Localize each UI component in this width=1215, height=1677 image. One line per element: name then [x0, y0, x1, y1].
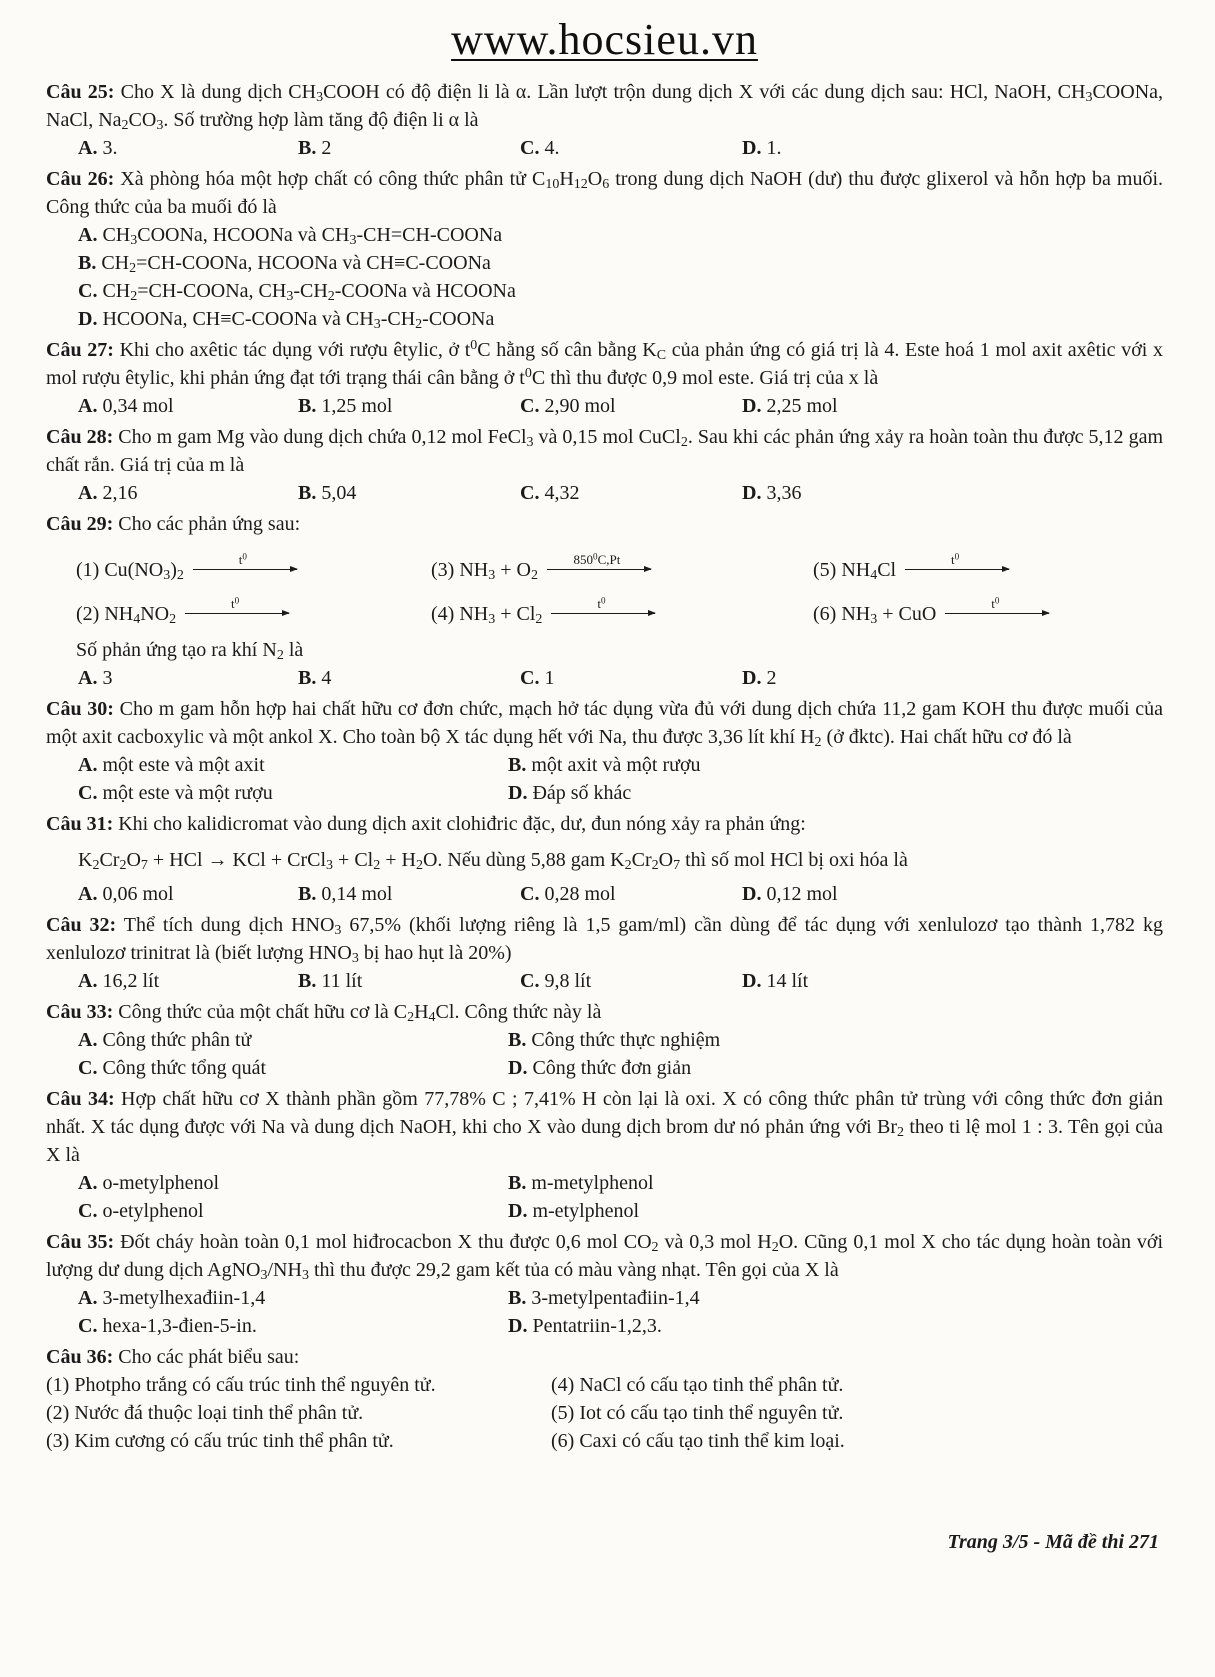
- option-letter: B.: [508, 1287, 527, 1309]
- reaction-arrow-icon: [547, 551, 651, 576]
- option-text: HCOONa, CH≡C-COONa và $CH_3-CH_2$-COONa: [102, 308, 495, 333]
- option-text: 0,28 mol: [544, 883, 616, 905]
- question-text: Khi cho axêtic tác dụng với rượu êtylic, ở $t^0C$ hằng số cân bằng $K_C$ của phản ứng có giá trị là 4. Este hoá 1 mol axit axêtic với x mol rượu êtylic, khi phản ứng đạt tới trạng thái cân bằng ở $t^0C$ thì thu được 0,9 mol este. Giá trị của x là: [46, 338, 1164, 389]
- reaction-arrow-icon: [193, 551, 297, 576]
- option-letter: A.: [78, 1172, 98, 1194]
- option-letter: C.: [520, 137, 540, 159]
- option: [78, 221, 1163, 249]
- option-text: một este và một rượu: [102, 782, 273, 804]
- option-letter: D.: [508, 1057, 528, 1079]
- option-letter: D.: [742, 395, 762, 417]
- question-number-label: Câu 29:: [46, 513, 114, 535]
- option-text: 3-metylpentađiin-1,4: [531, 1287, 700, 1309]
- reaction-condition: $t^0$: [231, 595, 240, 611]
- option-letter: A.: [78, 1287, 98, 1309]
- option-letter: A.: [78, 883, 98, 905]
- options: [78, 392, 1163, 420]
- statement: (2) Nước đá thuộc loại tinh thể phân tử.: [46, 1402, 364, 1424]
- option-letter: D.: [742, 667, 762, 689]
- option: [520, 392, 742, 420]
- option-letter: C.: [78, 1315, 98, 1337]
- question-stem: [46, 336, 1163, 392]
- option: [298, 134, 520, 162]
- option: [78, 967, 298, 995]
- question: [46, 998, 1163, 1082]
- reaction-formula: (5) $NH_4Cl$: [813, 559, 897, 584]
- option: [78, 779, 508, 807]
- option-letter: A.: [78, 137, 98, 159]
- options: [78, 1026, 1163, 1082]
- reaction-condition: $850^0C,Pt$: [573, 551, 621, 567]
- option-text: Công thức đơn giản: [532, 1057, 692, 1079]
- options: [78, 751, 1163, 807]
- option-letter: D.: [508, 1200, 528, 1222]
- option: [508, 1054, 1163, 1082]
- option: [78, 305, 1163, 333]
- arrow-line-icon: [551, 613, 655, 615]
- option-text: 3,36: [766, 482, 802, 504]
- reaction: [813, 595, 1163, 628]
- question-stem: [46, 1228, 1163, 1284]
- question: [46, 423, 1163, 507]
- option-letter: B.: [298, 137, 317, 159]
- option-text: một este và một axit: [102, 754, 265, 776]
- reaction: [431, 551, 813, 584]
- option: [520, 880, 742, 908]
- option-letter: B.: [508, 1172, 527, 1194]
- option-letter: D.: [742, 137, 762, 159]
- option-letter: A.: [78, 1029, 98, 1051]
- option-text: $CH_2=CH$-COONa, HCOONa và CH≡C-COONa: [101, 252, 491, 277]
- option-letter: A.: [78, 754, 98, 776]
- reaction: [431, 595, 813, 628]
- question-number-label: Câu 34:: [46, 1088, 115, 1110]
- option-letter: B.: [298, 395, 317, 417]
- option: [742, 479, 1163, 507]
- page-title: www.hocsieu.vn: [451, 15, 758, 64]
- reaction-arrow-icon: [185, 595, 289, 620]
- options: [78, 664, 1163, 692]
- option: [78, 880, 298, 908]
- statements-grid: [46, 1371, 1163, 1455]
- arrow-line-icon: [905, 569, 1009, 571]
- option: [508, 751, 1163, 779]
- option: [742, 134, 1163, 162]
- option-text: m-etylphenol: [532, 1200, 640, 1222]
- option-letter: D.: [508, 782, 528, 804]
- question-stem: [46, 810, 1163, 838]
- question-stem: [46, 695, 1163, 751]
- question: [46, 810, 1163, 908]
- options: [78, 134, 1163, 162]
- statement: (5) Iot có cấu tạo tinh thể nguyên tử.: [551, 1402, 844, 1424]
- reaction: [813, 551, 1163, 584]
- question: [46, 336, 1163, 420]
- option-text: 2,90 mol: [544, 395, 616, 417]
- question-text: Xà phòng hóa một hợp chất có công thức phân tử $C_{10}H_{12}O_6$ trong dung dịch NaOH (dư) thu được glixerol và hỗn hợp ba muối. Công thức của ba muối đó là: [46, 168, 1163, 218]
- option: [742, 392, 1163, 420]
- option: [508, 1169, 1163, 1197]
- option-text: Đáp số khác: [532, 782, 632, 804]
- option-text: Pentatriin-1,2,3.: [532, 1315, 662, 1337]
- reaction: [76, 551, 431, 584]
- option: [508, 1197, 1163, 1225]
- option: [742, 880, 1163, 908]
- question-number-label: Câu 25:: [46, 81, 115, 103]
- option-text: Công thức phân tử: [102, 1029, 252, 1051]
- question-text: Hợp chất hữu cơ X thành phần gồm 77,78% C ; 7,41% H còn lại là oxi. X có công thức phân tử trùng với công thức đơn giản nhất. X tác dụng được với Na và dung dịch NaOH, khi cho X vào dung dịch brom dư nó phản ứng với $Br_2$ theo ti lệ mol 1 : 3. Tên gọi của X là: [46, 1088, 1163, 1166]
- option-letter: B.: [298, 482, 317, 504]
- option-text: 0,34 mol: [102, 395, 174, 417]
- option: [78, 479, 298, 507]
- option-text: m-metylphenol: [531, 1172, 654, 1194]
- option-letter: B.: [298, 970, 317, 992]
- option-text: 9,8 lít: [544, 970, 592, 992]
- question-number-label: Câu 28:: [46, 426, 114, 448]
- option-text: 11 lít: [321, 970, 363, 992]
- question-stem: [46, 78, 1163, 134]
- option-text: một axit và một rượu: [531, 754, 701, 776]
- option-letter: A.: [78, 482, 98, 504]
- option-text: 3-metylhexađiin-1,4: [102, 1287, 266, 1309]
- question-number-label: Câu 33:: [46, 1001, 114, 1023]
- question-number-label: Câu 32:: [46, 914, 117, 936]
- option: [78, 1197, 508, 1225]
- option-letter: B.: [78, 252, 97, 274]
- question-number-label: Câu 30:: [46, 698, 114, 720]
- question-subtext: Số phản ứng tạo ra khí $N_2$ là: [76, 639, 304, 664]
- option-letter: A.: [78, 395, 98, 417]
- option: [78, 1169, 508, 1197]
- options: [78, 967, 1163, 995]
- question: [46, 1228, 1163, 1340]
- option-text: 4.: [544, 137, 560, 159]
- question: [46, 695, 1163, 807]
- option: [520, 664, 742, 692]
- question: [46, 911, 1163, 995]
- options: [78, 479, 1163, 507]
- question-stem: [46, 1343, 1163, 1371]
- option-letter: A.: [78, 970, 98, 992]
- option-text: 5,04: [321, 482, 357, 504]
- option-text: o-metylphenol: [102, 1172, 220, 1194]
- option: [508, 1312, 1163, 1340]
- option-text: o-etylphenol: [102, 1200, 204, 1222]
- option-text: Công thức thực nghiệm: [531, 1029, 721, 1051]
- question: [46, 165, 1163, 333]
- option: [78, 392, 298, 420]
- option-text: 4: [321, 667, 332, 689]
- option-text: 2: [766, 667, 777, 689]
- reaction-arrow-icon: [551, 595, 655, 620]
- reaction-arrow-icon: [945, 595, 1049, 620]
- chemical-equation: $K_2Cr_2O_7$ + HCl → KCl + CrCl$_3$ + $Cl_2 + H_2O$. Nếu dùng 5,88 gam $K_2Cr_2O_7$ thì số mol HCl bị oxi hóa là: [78, 849, 908, 874]
- option-letter: B.: [298, 883, 317, 905]
- reaction: [76, 595, 431, 628]
- question-text: Cho m gam Mg vào dung dịch chứa 0,12 mol FeCl$_3$ và 0,15 mol CuCl$_2$. Sau khi các phản ứng xảy ra hoàn toàn thu được 5,12 gam chất rắn. Giá trị của m là: [46, 426, 1163, 476]
- reaction-condition: $t^0$: [597, 595, 606, 611]
- question-stem: [46, 911, 1163, 967]
- question-list: [46, 78, 1163, 1455]
- reaction-condition: $t^0$: [951, 551, 960, 567]
- reaction-formula: (1) $Cu(NO_3)_2$: [76, 559, 184, 584]
- option-text: 1: [544, 667, 555, 689]
- option-letter: A.: [78, 224, 98, 246]
- option-letter: C.: [520, 883, 540, 905]
- option-text: 14 lít: [766, 970, 809, 992]
- option: [78, 1054, 508, 1082]
- option: [520, 479, 742, 507]
- option: [78, 1312, 508, 1340]
- arrow-line-icon: [193, 569, 297, 571]
- arrow-line-icon: [547, 569, 651, 571]
- option-letter: C.: [520, 667, 540, 689]
- option-text: 0,14 mol: [321, 883, 393, 905]
- option: [298, 392, 520, 420]
- option: [508, 1284, 1163, 1312]
- option-text: 4,32: [544, 482, 580, 504]
- option-letter: C.: [78, 280, 98, 302]
- option-letter: B.: [508, 754, 527, 776]
- question: [46, 510, 1163, 692]
- option: [78, 1026, 508, 1054]
- option: [78, 134, 298, 162]
- option: [742, 967, 1163, 995]
- option: [78, 277, 1163, 305]
- question-stem: [46, 1085, 1163, 1169]
- option-text: 3.: [102, 137, 118, 159]
- reaction-arrow-icon: [905, 551, 1009, 576]
- question-stem: [46, 998, 1163, 1026]
- option-letter: B.: [298, 667, 317, 689]
- arrow-line-icon: [185, 613, 289, 615]
- question-text: Khi cho kalidicromat vào dung dịch axit clohiđric đặc, dư, đun nóng xảy ra phản ứng:: [118, 813, 806, 835]
- option-text: 1.: [766, 137, 782, 159]
- question-number-label: Câu 26:: [46, 168, 115, 190]
- option-text: 2,16: [102, 482, 138, 504]
- option-text: $CH_3COONa$, HCOONa và $CH_3-CH=CH$-COONa: [102, 224, 503, 249]
- statement: (4) NaCl có cấu tạo tinh thể phân tử.: [551, 1374, 844, 1396]
- option-letter: D.: [742, 883, 762, 905]
- reaction-formula: (4) $NH_3 + Cl_2$: [431, 603, 543, 628]
- option-text: 1,25 mol: [321, 395, 393, 417]
- option-letter: D.: [742, 482, 762, 504]
- option-letter: D.: [508, 1315, 528, 1337]
- question-text: Đốt cháy hoàn toàn 0,1 mol hiđrocacbon X thu được 0,6 mol $CO_2$ và 0,3 mol $H_2O$. Cũng 0,1 mol X cho tác dụng hoàn toàn với lượng dư dung dịch $AgNO_3/NH_3$ thì thu được 29,2 gam kết tủa có màu vàng nhạt. Tên gọi của X là: [46, 1231, 1164, 1284]
- question-text: Cho các phản ứng sau:: [118, 513, 301, 535]
- option: [298, 967, 520, 995]
- option: [298, 664, 520, 692]
- statement: (1) Photpho trắng có cấu trúc tinh thể nguyên tử.: [46, 1374, 436, 1396]
- option: [298, 479, 520, 507]
- statement: (3) Kim cương có cấu trúc tinh thể phân tử.: [46, 1430, 394, 1452]
- option-letter: C.: [78, 1057, 98, 1079]
- option-text: 16,2 lít: [102, 970, 160, 992]
- option-letter: C.: [78, 782, 98, 804]
- option: [78, 249, 1163, 277]
- option-text: 2,25 mol: [766, 395, 838, 417]
- options: [78, 1169, 1163, 1225]
- option-letter: C.: [520, 970, 540, 992]
- question-stem: [46, 510, 1163, 538]
- option: [508, 1026, 1163, 1054]
- option-text: 0,06 mol: [102, 883, 174, 905]
- question-number-label: Câu 35:: [46, 1231, 115, 1253]
- option: [520, 134, 742, 162]
- options: [78, 880, 1163, 908]
- page-footer: Trang 3/5 - Mã đề thi 271: [947, 1531, 1159, 1553]
- question-stem: [46, 165, 1163, 221]
- reaction-condition: $t^0$: [238, 551, 247, 567]
- option-text: hexa-1,3-đien-5-in.: [102, 1315, 257, 1337]
- question-text: Công thức của một chất hữu cơ là $C_2H_4Cl$. Công thức này là: [118, 1001, 602, 1026]
- option-letter: C.: [520, 395, 540, 417]
- question-text: Thể tích dung dịch $HNO_3$ 67,5% (khối lượng riêng là 1,5 gam/ml) cần dùng để tác dụng với xenlulozơ tạo thành 1,782 kg xenlulozơ trinitrat là (biết lượng $HNO_3$ bị hao hụt là 20%): [46, 914, 1163, 967]
- question-text: Cho các phát biểu sau:: [118, 1346, 300, 1368]
- question: [46, 1343, 1163, 1455]
- option-letter: D.: [742, 970, 762, 992]
- question-number-label: Câu 36:: [46, 1346, 114, 1368]
- option: [508, 779, 1163, 807]
- option-text: 3: [102, 667, 113, 689]
- option: [78, 1284, 508, 1312]
- statement: (6) Caxi có cấu tạo tinh thể kim loại.: [551, 1430, 845, 1452]
- question-number-label: Câu 27:: [46, 339, 114, 361]
- reaction-formula: (3) $NH_3 + O_2$: [431, 559, 538, 584]
- question: [46, 78, 1163, 162]
- option-letter: C.: [78, 1200, 98, 1222]
- option: [520, 967, 742, 995]
- option: [78, 664, 298, 692]
- option: [78, 751, 508, 779]
- question: [46, 1085, 1163, 1225]
- option: [742, 664, 1163, 692]
- option-text: 0,12 mol: [766, 883, 838, 905]
- option-letter: A.: [78, 667, 98, 689]
- option-text: $CH_2=CH$-COONa, $CH_3-CH_2$-COONa và HCOONa: [102, 280, 516, 305]
- option: [298, 880, 520, 908]
- arrow-line-icon: [945, 613, 1049, 615]
- option-letter: B.: [508, 1029, 527, 1051]
- option-text: 2: [321, 137, 332, 159]
- reaction-condition: $t^0$: [991, 595, 1000, 611]
- option-letter: C.: [520, 482, 540, 504]
- option-letter: D.: [78, 308, 98, 330]
- option-text: Công thức tổng quát: [102, 1057, 267, 1079]
- question-text: Cho X là dung dịch $CH_3COOH$ có độ điện li là α. Lần lượt trộn dung dịch X với các dung dịch sau: HCl, NaOH, $CH_3COONa$, NaCl, $Na_2CO_3$. Số trường hợp làm tăng độ điện li α là: [46, 81, 1164, 134]
- options: [78, 1284, 1163, 1340]
- reaction-formula: (6) $NH_3$ + CuO: [813, 603, 937, 628]
- options: [78, 221, 1163, 333]
- question-text: Cho m gam hỗn hợp hai chất hữu cơ đơn chức, mạch hở tác dụng vừa đủ với dung dịch chứa 11,2 gam KOH thu được muối của một axit cacboxylic và một ankol X. Cho toàn bộ X tác dụng hết với Na, thu được 3,36 lít khí $H_2$ (ở đktc). Hai chất hữu cơ đó là: [46, 698, 1163, 751]
- reaction-grid: [76, 538, 1163, 636]
- reaction-formula: (2) $NH_4NO_2$: [76, 603, 177, 628]
- question-number-label: Câu 31:: [46, 813, 114, 835]
- question-stem: [46, 423, 1163, 479]
